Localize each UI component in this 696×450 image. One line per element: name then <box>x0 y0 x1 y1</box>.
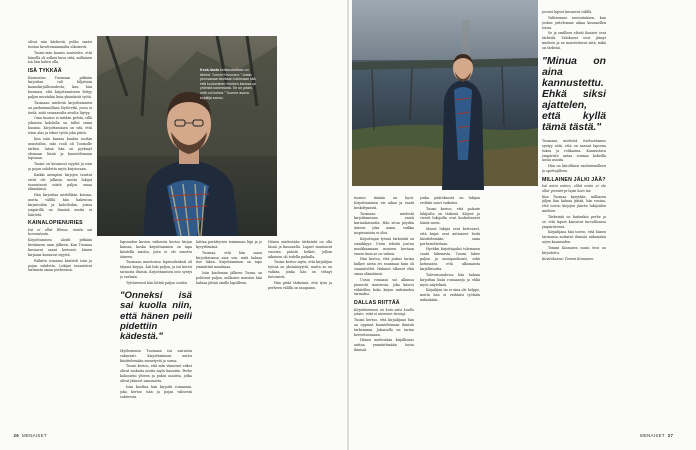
paragraph: Tuomi kertoo, että kirjailijana hän on oppinut kuuntelemaan ihmisiä tarkemmin. Jokaisella on tarina kerrottavanaan. <box>354 317 414 337</box>
photo-credit: Kuvituksena: Tommi Kinnunen. <box>542 256 595 261</box>
right-text-column-3 <box>542 10 606 426</box>
paragraph: olivat niin kärkeviä, polku saatoi tuntua kivuttomammalta ulkoisesti. <box>28 40 92 49</box>
paragraph: Tuomi on kuvannut isyyttä ja isän ja pojan suhdetta myös kirjoissaan. <box>28 162 92 172</box>
paragraph: Myöhemmin Tuomaan isä sairastui vakavasti. Kirjoittaminen auttoi käsittelemään menetystä ja surua. <box>120 348 192 363</box>
millainen-subheading: Isä antoi eniten, ehkä ensin ei ole ollut ymmärrys lapsi kuin isä. <box>542 184 606 193</box>
paragraph: Tommi Kinnusen uusin teos on kirjoitettu. <box>542 246 606 255</box>
paragraph: Kirjailijan tie ei aina ole helppo, mutta hän ei vaihtaisi työtään mihinkään. <box>420 288 480 303</box>
paragraph: Tuomaan mielestä itseluottamus syntyy siitä, että on saanut lapsena tukea ja rohkaisua. Kannustava ympäristö antaa voimaa kokeilla uusia asioita. <box>542 138 606 163</box>
paragraph: Tyttäreensä hän liittää paljon uuden. <box>126 280 188 285</box>
rc3b-paragraphs <box>542 139 606 174</box>
rc3c-paragraphs <box>542 195 606 256</box>
right-magazine-name: MENAISET <box>640 433 665 438</box>
intro-paragraphs <box>28 40 92 65</box>
paragraph: Uusin romaani sai alkunsa pienestä muistosta, joka kasvoi vähitellen koko kirjan mittaiseksi tarinaksi. <box>354 277 414 297</box>
rc1b-paragraphs <box>354 318 414 353</box>
paragraph: jonka päätöksestä on lukijan erittäin suuri vaikutus. <box>420 196 480 205</box>
caption-lead: Kesä-ilasta <box>200 68 219 72</box>
author-standing-photo <box>420 30 506 190</box>
paragraph: Hänen mielestään kirjallisuus auttaa ymmärtämään toisia ihmisiä. <box>354 338 414 353</box>
section-heading-kainalo: KAINALOPIENURIES <box>28 220 83 227</box>
rc3-paragraphs <box>542 10 606 51</box>
paragraph: Hän pitää tärkeänä, että työn ja perheen välillä on tasapaino. <box>268 280 332 290</box>
paragraph: lapsuuden kuvien vaiheista kertoo kirjan kanssa, koska kirjoittaminen on tapa käsitellä asioita, joita ei ole sanottu ääneen. <box>120 240 192 259</box>
left-text-column-4 <box>196 240 262 426</box>
paragraph: Isän kuoleman jälkeen Tuomi on pohtinut paljon, millaisen muiston hän haluaa jättää omille lapsilleen. <box>196 271 262 285</box>
paragraph: lattiaa perättyvien toiminnan läpi ja jo kyvyttömänä. <box>196 240 262 249</box>
col4-paragraphs <box>196 240 262 286</box>
paragraph: Hyväksi kirjoittajaksi tuleminen vaatii lukemista. Tuomi lukee paljon ja monipuolisesti, sekä kotimaista että ulkomaista kirjallisuutta. <box>420 247 480 272</box>
standing-person-image <box>420 30 506 190</box>
paragraph: Kun Tuomaa kysytään, millaisen jäljen hän haluaa jättää, hän vastaa, että toivoo kirjojen jäävän lukijoiden mieleen. <box>542 194 606 214</box>
paragraph: Tuomaa, että hän sanoi kirjoittavansa aina sen, mitä haluaa itse lukea. Kirjoittaminen on tapa ymmärtää maailmaa. <box>196 250 262 270</box>
paragraph: Kun isän kanssa kuuluu isoihin muistoihin, isän rooli oli Tuomolle tärkeä. Isänä hän on pyrkinyt olemaan läsnä ja kuuntelemaan lapsiaan. <box>28 136 92 161</box>
paragraph: Tuomaan mielestä kirjoittaminen vaatii kurinalaisuutta. Hän istuu pöydän ääreen joka aamu, vaikka inspiraatiota ei olisi. <box>354 211 414 236</box>
paragraph: Tärkeintä on kuitenkin perhe ja se, että lapset kasvavat turvallisessa ympäristössä. <box>542 214 606 229</box>
section-heading-isa-tykkaa: ISÄ TYKKÄÄ <box>28 67 62 74</box>
paragraph: jovasti lapset kuvaavat välillä. <box>542 10 593 14</box>
left-text-column-1 <box>28 40 92 426</box>
paragraph: Kiinnostus Tuomaan pitkään kirjoittaa tuli hiljattain kaunokirjallisuudesta, kun hän huomasi, että kirjoittamiseen liittyy paljon muutakin kuin yksinäistä työtä. <box>28 75 92 100</box>
paragraph: Hän on kiitollinen vanhemmilleen ja opettajilleen. <box>542 164 606 174</box>
paragraph: Monet lukijat ovat kertoneet, että kirjat ovat auttaneet heitä käsittelemään omia perhesuhteitaan. <box>420 227 480 246</box>
dallas-subheading: Kirjoittaminen on kuin saisi kuulla jotain, mitä ei aiemmin tiennyt. <box>354 307 414 317</box>
left-text-column-5 <box>268 240 332 426</box>
paragraph: Palkittu romaani käsitteli isän ja pojan suhdetta. Lukijat tunnistivat tarinasta oman perheensä. <box>28 258 92 273</box>
right-folio <box>640 433 675 438</box>
paragraph: Hänen mielestään tärkeintä on olla läsnä ja kuunnella. Lapset muistavat vuosien päästä hetket, jolloin aikuinen oli todella paikalla. <box>268 240 332 259</box>
paragraph: Hän kirjoittaa mielellään kotona, mutta välillä hän hakeutuu kirjastoihin ja kahviloihin, joissa ympärillä on ihmisiä mutta ei häiriötä. <box>28 193 92 217</box>
col5-paragraphs <box>268 240 332 291</box>
right-text-column-2 <box>420 196 480 428</box>
paragraph: Hän kertoo, että joskus tarina kulkee aivan eri suuntaan kuin oli suunnitellut. Hahmot alkavat elää omaa elämäänsä. <box>354 257 414 276</box>
paragraph: Kirjoittamisen aloitti pitkään kestäneen uran jälkeen. Kun Tuomaa kuvaavat sanat kertovat, hänen kirjansa kuvaavat isyyttä. <box>28 238 92 257</box>
section-heading-millainen: MILLAINEN JÄLKI JÄÄ? <box>542 176 606 183</box>
caption-text: kotiseuduillaan on tärkeä. Tommi Kinnunen: "Jotain perusasiaa tarvitaan tutkimaan sitä, että kuuluminen ihmisen kanssa on yhteistä kokemusta. Se on jotain, mitä voi kokea." Tuonne asuva kirjailija sanoo. <box>200 68 257 100</box>
paragraph: Kaikki aiempien kirjojen taustat eivät ole julkisia, mutta lukijat tunnistavat niistä paljon omaa elämäänsä. <box>28 172 92 192</box>
col3-paragraphs <box>120 240 192 286</box>
left-pullquote: "Onneksi isä sai kuolla niin, että hänen peili pidettiin kädestä." <box>120 289 192 343</box>
paragraph: Oma tuomio ei mitään pelota, sillä jokaisen kohdalla on tullut sama huomio. Kirjoittaminen on sitä, että istuu alas ja tekee työtä joka päivä. <box>28 116 92 136</box>
paragraph: Se ja omilleen elävät ihmiset ovat tärkeitä. Valokuvat ovat jäänyt mieleen ja ne muistuttavat siitä, mikä on tärkeää. <box>542 31 606 50</box>
right-pullquote: "Minua on aina kannustettu. Ehkä siksi ajattelen, että kyllä tämä tästä." <box>542 55 606 133</box>
paragraph: Isän kuoltua hän kirjoitti romaanin, joka kertoo isän ja pojan välisestä suhteesta. <box>120 384 192 399</box>
photo-caption <box>200 68 258 178</box>
left-page-number: 26 <box>13 433 19 438</box>
section-heading-dallas: DALLAS RIITTÄÄ <box>354 299 400 306</box>
paragraph: Tuomi kertoo, että palaute lukijoilta on tärkeää. Kirjeet ja viestit lukijoilta ovat koskettaneet häntä usein. <box>420 206 480 226</box>
section-2-paragraphs <box>28 238 92 273</box>
paragraph: Kirjoittajan työssä tärkeintä on sinnikkyys. Usein tekstiä joutuu muokkaamaan moneen kertaan ennen kuin se on valmis. <box>354 236 414 256</box>
paragraph: Kirjailijana hän toivoo, että hänen tarinansa auttavat ihmisiä näkemään arjen kauneuden. <box>542 230 606 245</box>
paragraph: Valitsemme rentoutuksen, kun joskus juttelemme aikaa kuunnellen toisia. <box>542 15 606 30</box>
section-1-paragraphs <box>28 76 92 218</box>
rc1-paragraphs <box>354 196 414 297</box>
paragraph: Tuomi kertoo myös, että kirjailijan työssä on yksinäisyyttä, mutta se on valinta, jonka hän on tehnyt tietoisesti. <box>268 260 332 280</box>
right-text-column-1 <box>354 196 414 428</box>
left-folio <box>12 433 47 438</box>
paragraph: Tuomi-isän kaunis muistelee, että hänellä oli selkeä kuva siitä, millainen isä hän halusi olla. <box>28 50 92 65</box>
right-page-number: 27 <box>667 433 674 438</box>
paragraph: Tuomaan mielestä kirjoittaminen on parhaimmillaan löytöretki, jossa ei tiedä, mitä seuraavalta sivulta löytyy. <box>28 100 92 115</box>
left-magazine-name: MENAISET <box>22 433 47 438</box>
col3b-paragraphs <box>120 349 192 400</box>
paragraph: Tuomaan muistoissa lapsuudenkoti oli täynnä kirjoja. Äiti luki paljon, ja isä kertoi tarinoita iltaisin. Kirjoittamisen into syntyi jo varhain. <box>120 260 192 280</box>
paragraph: Tuomi kertoo, että isän viimeiset viikot olivat raskaita mutta myös kauniita. Perhe kokoontui yhteen ja puhui asioista, jotka olivat jääneet sanomatta. <box>120 364 192 384</box>
rc2-paragraphs <box>420 196 480 303</box>
section-2-subheading: Isä ei ollut Elmua, mutta sai tunnustusta. <box>28 227 92 237</box>
paragraph: tuomio tänään on hyvä. Kirjoittaminen vie aikaa ja vaatii keskittymistä. <box>354 196 414 210</box>
paragraph: Tulevaisuudessa hän haluaa kirjoittaa lisää romaaneja ja ehkä myös näytelmiä. <box>420 272 480 287</box>
left-text-column-3 <box>120 240 192 426</box>
